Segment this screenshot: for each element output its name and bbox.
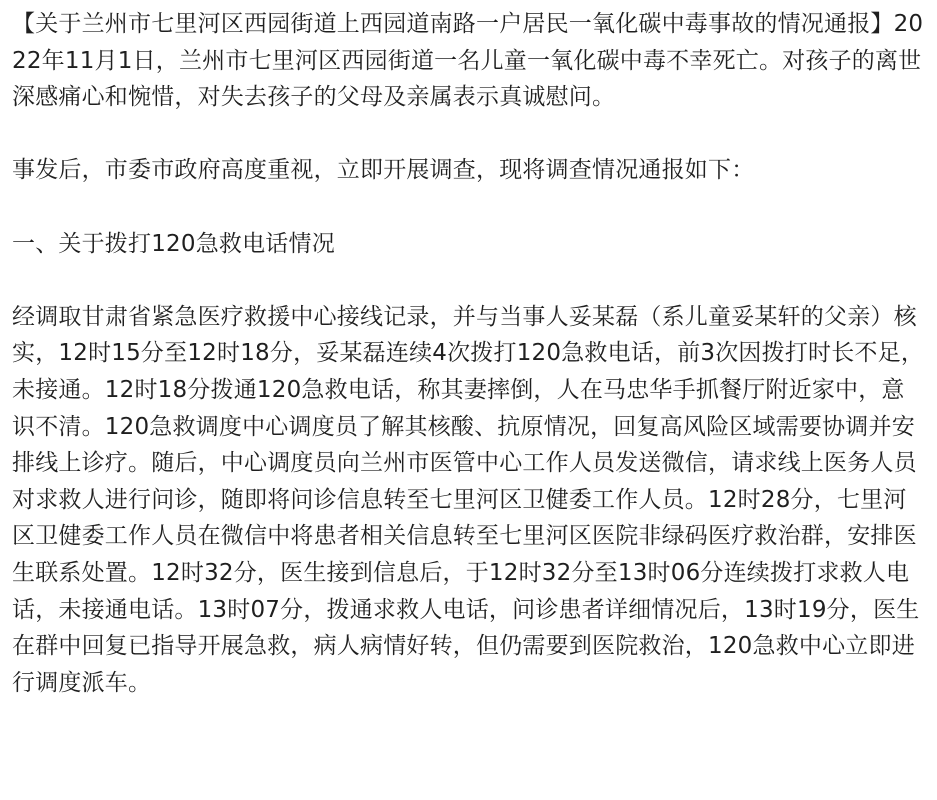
emergency-call-details-paragraph: 经调取甘肃省紧急医疗救援中心接线记录，并与当事人妥某磊（系儿童妥某轩的父亲）核实，12时15分至12时18分，妥某磊连续4次拨打120急救电话，前3次因拨打时长不足，未接通。12时18分拨通120急救电话，称其妻摔倒，人在马忠华手抓餐厅附近家中，意识不清。120急救调度中心调度员了解其核酸、抗原情况，回复高风险区域需要协调并安排线上诊疗。随后，中心调度员向兰州市医管中心工作人员发送微信，请求线上医务人员对求救人进行问诊，随即将问诊信息转至七里河区卫健委工作人员。12时28分，七里河区卫健委工作人员在微信中将患者相关信息转至七里河区医院非绿码医疗救治群，安排医生联系处置。12时32分，医生接到信息后，于12时32分至13时06分连续拨打求救人电话，未接通电话。13时07分，拨通求救人电话，问诊患者详细情况后，13时19分，医生在群中回复已指导开展急救，病人病情好转，但仍需要到医院救治，120急救中心立即进行调度派车。	[12, 303, 925, 696]
section-heading: 一、关于拨打120急救电话情况	[12, 230, 335, 257]
report-intro-paragraph: 【关于兰州市七里河区西园街道上西园道南路一户居民一氧化碳中毒事故的情况通报】2022年11月1日，兰州市七里河区西园街道一名儿童一氧化碳中毒不幸死亡。对孩子的离世深感痛心和惋惜，对失去孩子的父母及亲属表示真诚慰问。	[12, 11, 924, 111]
paragraph-gap	[12, 262, 927, 299]
paragraph-gap	[12, 189, 927, 226]
paragraph-gap	[12, 116, 927, 153]
investigation-intro-paragraph: 事发后，市委市政府高度重视，立即开展调查，现将调查情况通报如下：	[12, 157, 755, 184]
